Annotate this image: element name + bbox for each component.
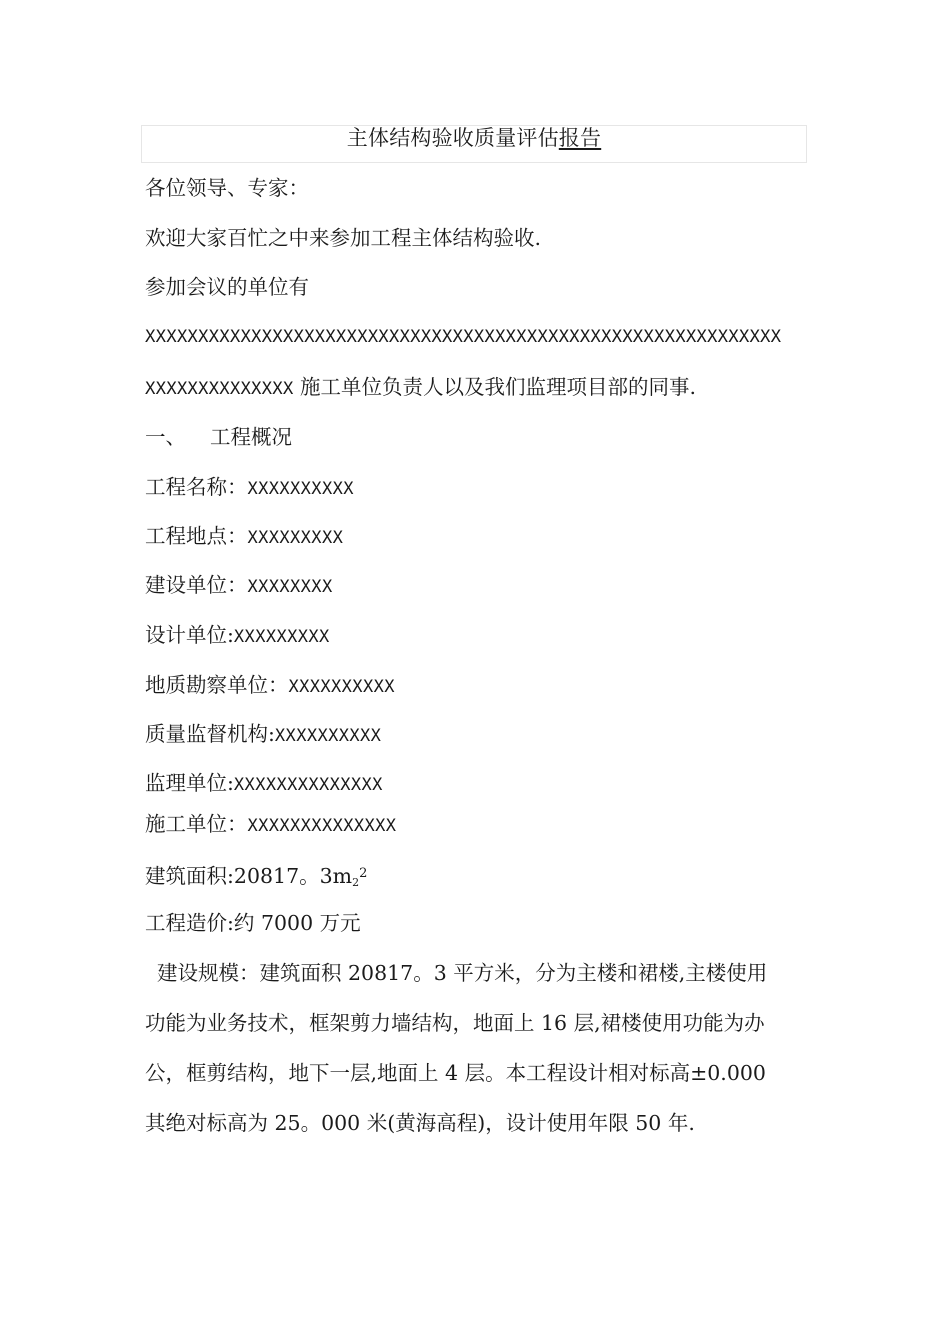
field-label: 建设单位： [145,573,248,597]
field-value: XXXXXXXX [247,577,333,597]
field-label: 工程名称： [145,475,248,499]
title-main: 主体结构验收质量评估 [346,126,559,150]
field-owner [145,572,333,600]
field-designer [145,622,330,650]
field-contractor [145,811,396,839]
field-project-name [145,474,354,502]
section-1-number: 一、 [145,425,186,449]
field-label: 施工单位： [145,812,248,836]
field-quality-supervision [145,721,381,749]
scale-paragraph-line-4: 其绝对标高为 25。000 米(黄海高程)，设计使用年限 50 年. [145,1111,695,1135]
field-value: XXXXXXXXX [233,627,330,647]
field-value: 20817。3m [233,864,353,888]
field-value: XXXXXXXXXX [288,677,395,697]
field-label: 设计单位: [145,623,234,647]
document-title [142,126,806,150]
field-value: XXXXXXXXXXXXXX [233,775,383,795]
scale-paragraph-line-2: 功能为业务技术，框架剪力墙结构，地面上 16 层,裙楼使用功能为办 [145,1011,765,1035]
field-supervisor [145,770,383,798]
scale-paragraph-line-1: 建设规模：建筑面积 20817。3 平方米，分为主楼和裙楼,主楼使用 [157,961,768,985]
field-label: 地质勘察单位： [145,673,289,697]
field-area [145,861,367,896]
field-value: 约 7000 万元 [233,911,361,935]
section-1-heading [145,424,292,450]
welcome-text: 欢迎大家百忙之中来参加工程主体结构验收. [145,226,542,250]
field-value: XXXXXXXXXX [274,726,382,746]
attendees-line-2-text: 施工单位负责人以及我们监理项目部的同事. [300,375,697,399]
attendees-intro: 参加会议的单位有 [145,275,309,299]
title-box [141,125,807,163]
field-label: 建筑面积: [145,864,234,888]
field-cost [145,910,361,936]
scale-paragraph-line-3: 公，框剪结构，地下一层,地面上 4 层。本工程设计相对标高±0.000 [145,1061,766,1085]
title-underlined: 报告 [558,126,602,150]
field-label: 工程地点： [145,524,248,548]
area-superscript: 2 [359,866,368,881]
field-geo-survey [145,672,395,700]
field-label: 工程造价: [145,911,234,935]
area-subscript: 2 [352,876,360,889]
field-value: XXXXXXXXXXXXXX [247,816,397,836]
greeting: 各位领导、专家： [145,176,309,200]
attendees-line-2 [145,374,696,402]
field-project-location [145,523,343,551]
field-value: XXXXXXXXX [247,528,344,548]
attendees-line-1: XXXXXXXXXXXXXXXXXXXXXXXXXXXXXXXXXXXXXXXXXXXXXXXXXXXXXXXXXXXX [145,327,782,347]
section-1-title: 工程概况 [210,425,292,449]
field-value: XXXXXXXXXX [247,479,354,499]
field-label: 质量监督机构: [145,722,275,746]
attendees-line-2-placeholder: XXXXXXXXXXXXXX [145,379,294,399]
field-label: 监理单位: [145,771,234,795]
